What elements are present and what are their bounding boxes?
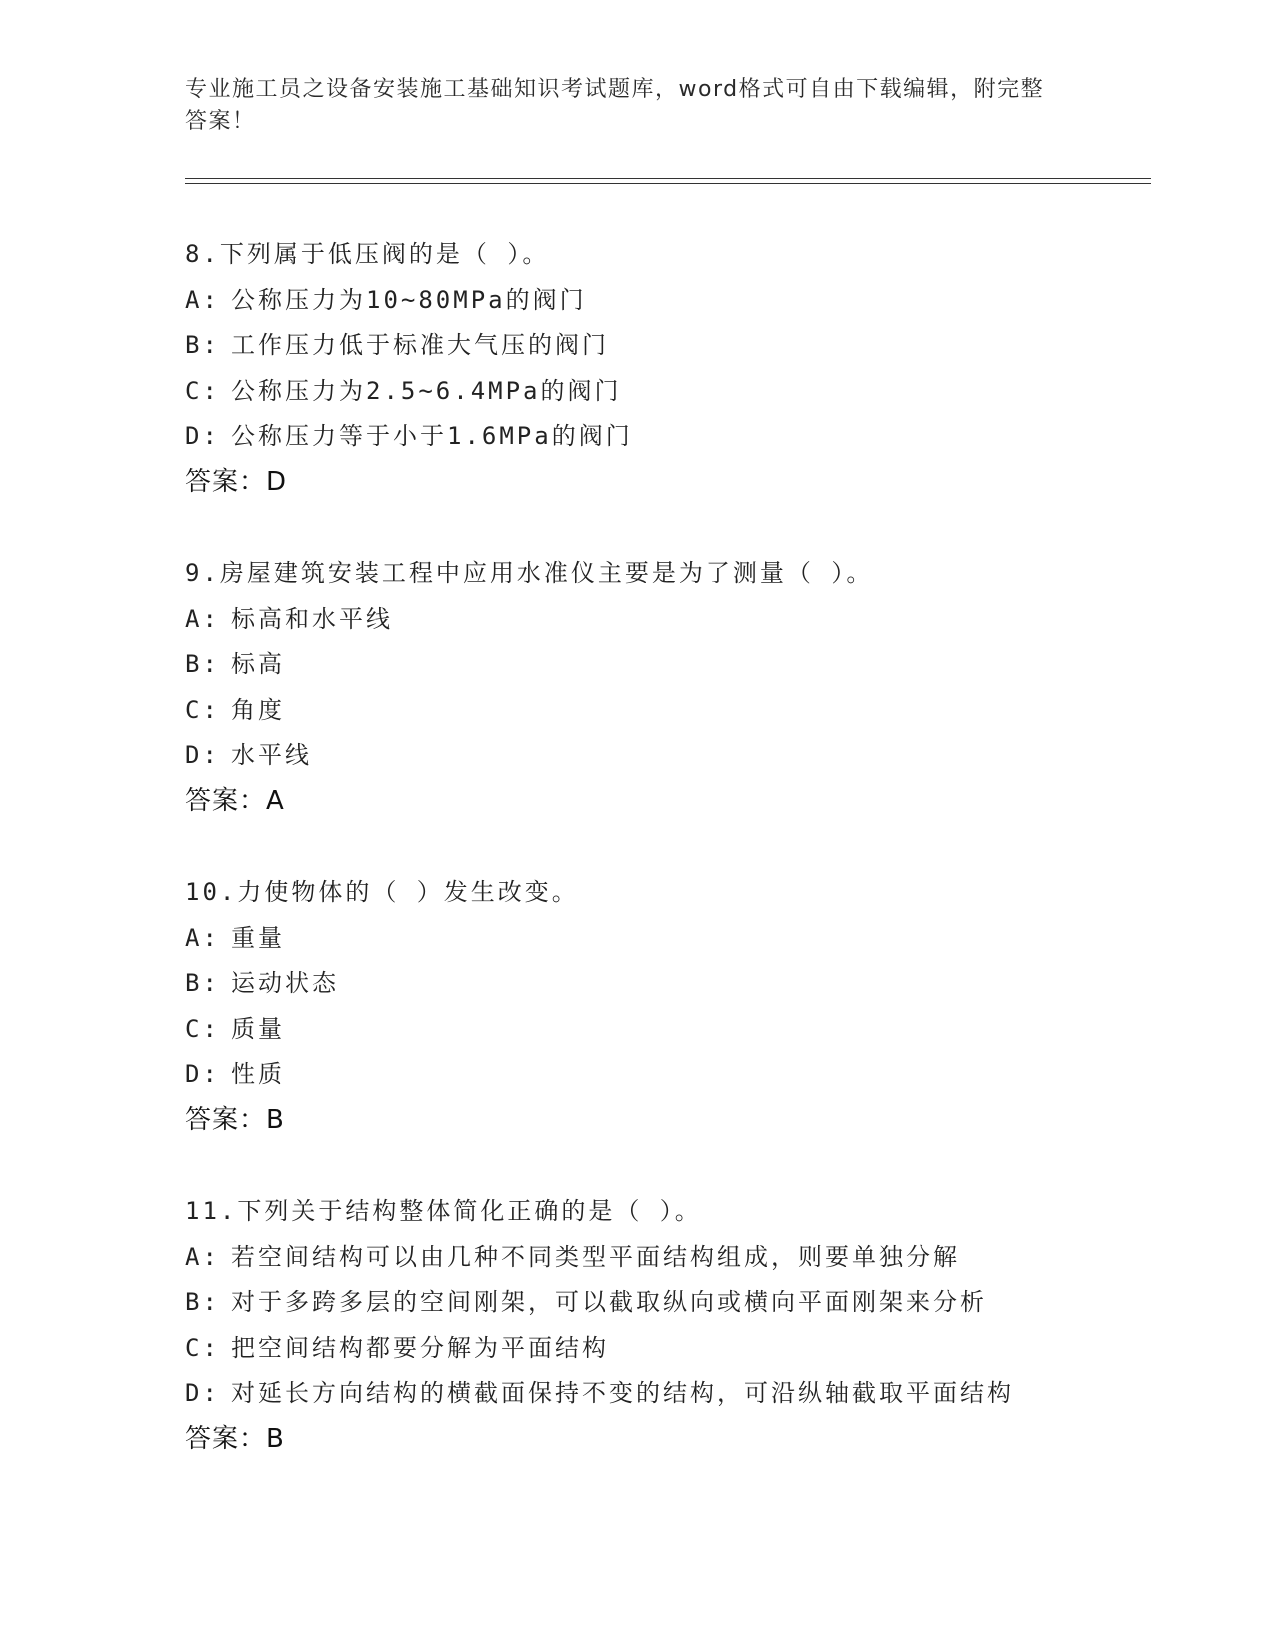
option-text: 若空间结构可以由几种不同类型平面结构组成，则要单独分解: [231, 1242, 960, 1271]
option-key: A:: [185, 1242, 220, 1271]
option-key: D:: [185, 1060, 220, 1088]
option-b: [185, 323, 1145, 369]
question-11: [185, 1189, 1145, 1462]
option-c: [185, 1326, 1145, 1372]
option-d: [185, 733, 1145, 779]
option-a: [185, 278, 1145, 324]
option-text: 对延长方向结构的横截面保持不变的结构，可沿纵轴截取平面结构: [231, 1379, 1014, 1407]
option-text: 水平线: [231, 741, 312, 769]
option-b: [185, 1280, 1145, 1326]
option-key: A:: [185, 604, 220, 633]
option-b: [185, 642, 1145, 688]
option-key: A:: [185, 923, 220, 952]
option-c: [185, 1007, 1145, 1053]
answer: 答案：A: [185, 785, 285, 816]
option-key: C:: [185, 1014, 220, 1043]
option-key: D:: [185, 422, 220, 450]
option-key: B:: [185, 650, 220, 678]
header-divider-bottom: [185, 183, 1151, 184]
option-text: 运动状态: [231, 969, 339, 997]
option-key: A:: [185, 285, 220, 314]
header-divider-top: [185, 178, 1151, 179]
option-a: [185, 1235, 1145, 1281]
question-9: [185, 551, 1145, 824]
option-key: C:: [185, 1333, 220, 1362]
page-header: 专业施工员之设备安装施工基础知识考试题库，word格式可自由下载编辑，附完整答案！: [185, 77, 1045, 134]
option-b: [185, 961, 1145, 1007]
option-text: 性质: [231, 1060, 285, 1088]
option-text: 公称压力为2.5~6.4MPa的阀门: [231, 376, 622, 405]
option-d: [185, 414, 1145, 460]
answer: 答案：D: [185, 466, 288, 497]
question-stem: 9.房屋建筑安装工程中应用水准仪主要是为了测量（ ）。: [185, 559, 874, 587]
option-key: C:: [185, 695, 220, 724]
option-key: B:: [185, 331, 220, 359]
option-key: D:: [185, 1379, 220, 1407]
option-text: 角度: [231, 695, 285, 724]
question-10: [185, 870, 1145, 1143]
option-text: 标高和水平线: [231, 604, 393, 633]
option-text: 工作压力低于标准大气压的阀门: [231, 331, 609, 359]
option-a: [185, 597, 1145, 643]
option-text: 把空间结构都要分解为平面结构: [231, 1333, 609, 1362]
option-text: 质量: [231, 1014, 285, 1043]
question-stem: 8.下列属于低压阀的是（ ）。: [185, 240, 550, 268]
option-d: [185, 1052, 1145, 1098]
answer: 答案：B: [185, 1104, 285, 1135]
option-text: 标高: [231, 650, 285, 678]
question-stem: 10.力使物体的（ ）发生改变。: [185, 878, 579, 906]
option-text: 公称压力为10~80MPa的阀门: [231, 285, 587, 314]
option-text: 公称压力等于小于1.6MPa的阀门: [231, 422, 633, 450]
option-text: 重量: [231, 923, 285, 952]
option-c: [185, 688, 1145, 734]
option-a: [185, 916, 1145, 962]
option-c: [185, 369, 1145, 415]
option-key: D:: [185, 741, 220, 769]
answer: 答案：B: [185, 1423, 285, 1454]
option-key: C:: [185, 376, 220, 405]
question-8: [185, 232, 1145, 505]
option-d: [185, 1371, 1145, 1417]
option-key: B:: [185, 969, 220, 997]
question-stem: 11.下列关于结构整体简化正确的是（ ）。: [185, 1197, 702, 1225]
option-text: 对于多跨多层的空间刚架，可以截取纵向或横向平面刚架来分析: [231, 1288, 987, 1316]
option-key: B:: [185, 1288, 220, 1316]
